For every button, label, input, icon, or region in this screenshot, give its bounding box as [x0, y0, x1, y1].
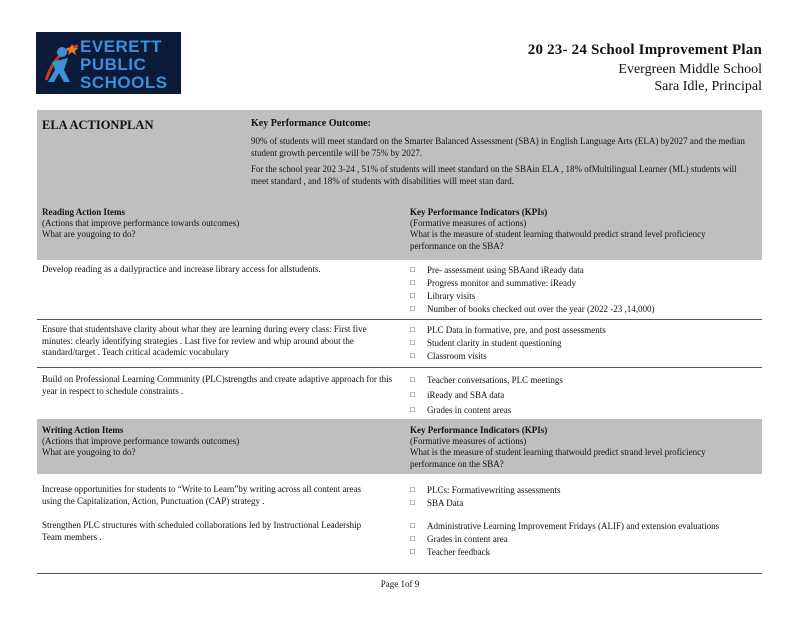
list-item: □ Student clarity in student questioning — [410, 337, 750, 349]
list-item: □ Grades in content areas — [410, 404, 750, 416]
list-item: □ SBA Data — [410, 497, 750, 509]
outcome-long-term: 90% of students will meet standard on the Smarter Balanced Assessment (SBA) in English Language Arts (ELA) by2027 and the median student growth percentile will be 75% by 2027. — [251, 136, 745, 158]
outcome-annual: For the school year 202 3-24 , 51% of students will meet standard on the SBAin ELA , 18% ofMultilingual Learner (ML) students will meet standard , and 18% of students with disabilities will meet stan dard. — [251, 164, 737, 186]
principal-name: Sara Idle, Principal — [654, 79, 762, 94]
person-swoosh-icon — [42, 40, 82, 86]
row-divider — [37, 319, 762, 320]
plan-title: 20 23- 24 School Improvement Plan — [527, 42, 762, 58]
list-item: □ Classroom visits — [410, 350, 750, 362]
reading-action-sub2: What are yougoing to do? — [42, 229, 136, 239]
writing-kpi-sub1: (Formative measures of actions) — [410, 436, 527, 446]
logo-text-1: EVERETT — [80, 37, 162, 56]
reading-kpi-sub2: What is the measure of student learning thatwould predict strand level proficiency performance on the SBA? — [410, 229, 706, 251]
school-name: Evergreen Middle School — [618, 62, 762, 77]
writing-kpi-sub2: What is the measure of student learning thatwould predict strand level proficiency performance on the SBA? — [410, 447, 706, 469]
reading-kpi-list-3 — [410, 374, 750, 417]
list-item: □ Grades in content area — [410, 533, 740, 545]
reading-action-1: Develop reading as a dailypractice and increase library access for allstudents. — [42, 264, 321, 274]
list-item: □ iReady and SBA data — [410, 389, 750, 401]
writing-action-2: Strengthen PLC structures with scheduled collaborations led by Instructional Leadership Team members . — [42, 520, 362, 542]
section-title: ELA ACTIONPLAN — [42, 118, 154, 132]
row-divider — [37, 367, 762, 368]
list-item: □ Number of books checked out over the year (2022 -23 ,14,000) — [410, 303, 750, 315]
list-item: □ PLCs: Formativewriting assessments — [410, 484, 750, 496]
list-item: □ Progress monitor and summative: iReady — [410, 277, 750, 289]
writing-action-sub2: What are yougoing to do? — [42, 447, 136, 457]
kpo-label: Key Performance Outcome: — [251, 118, 371, 129]
page-number: Page 1of 9 — [380, 579, 420, 589]
reading-kpi-sub1: (Formative measures of actions) — [410, 218, 527, 228]
reading-kpi-list-1 — [410, 264, 750, 316]
logo-text-3: SCHOOLS — [80, 73, 168, 92]
reading-kpi-title: Key Performance Indicators (KPIs) — [410, 207, 548, 217]
list-item: □ Teacher conversations, PLC meetings — [410, 374, 750, 386]
list-item: □ Library visits — [410, 290, 750, 302]
list-item: □ Pre- assessment using SBAand iReady data — [410, 264, 750, 276]
reading-action-2: Ensure that studentshave clarity about what they are learning during every class: First five minutes: clearly identifying strategies . Last five for review and whip around about the standard/target . Teach critical academic vocabulary — [42, 324, 367, 357]
writing-action-1: Increase opportunities for students to “Write to Learn”by writing across all content areas using the Capitalization, Action, Punctuation (CAP) strategy . — [42, 484, 362, 506]
district-logo — [36, 32, 181, 94]
row-divider — [37, 573, 762, 574]
reading-action-3: Build on Professional Learning Community (PLC)strengths and create adaptive approach for this year in respect to schedule constraints . — [42, 374, 393, 396]
list-item: □ Administrative Learning Improvement Fridays (ALIF) and extension evaluations — [410, 520, 740, 532]
list-item: □ Teacher feedback — [410, 546, 740, 558]
writing-kpi-list-2 — [410, 520, 740, 559]
writing-action-title: Writing Action Items — [42, 425, 124, 435]
reading-action-sub1: (Actions that improve performance towards outcomes) — [42, 218, 240, 228]
logo-text-2: PUBLIC — [80, 55, 147, 74]
writing-action-sub1: (Actions that improve performance towards outcomes) — [42, 436, 240, 446]
writing-kpi-title: Key Performance Indicators (KPIs) — [410, 425, 548, 435]
reading-kpi-list-2 — [410, 324, 750, 363]
reading-action-title: Reading Action Items — [42, 207, 125, 217]
list-item: □ PLC Data in formative, pre, and post assessments — [410, 324, 750, 336]
writing-kpi-list-1 — [410, 484, 750, 510]
